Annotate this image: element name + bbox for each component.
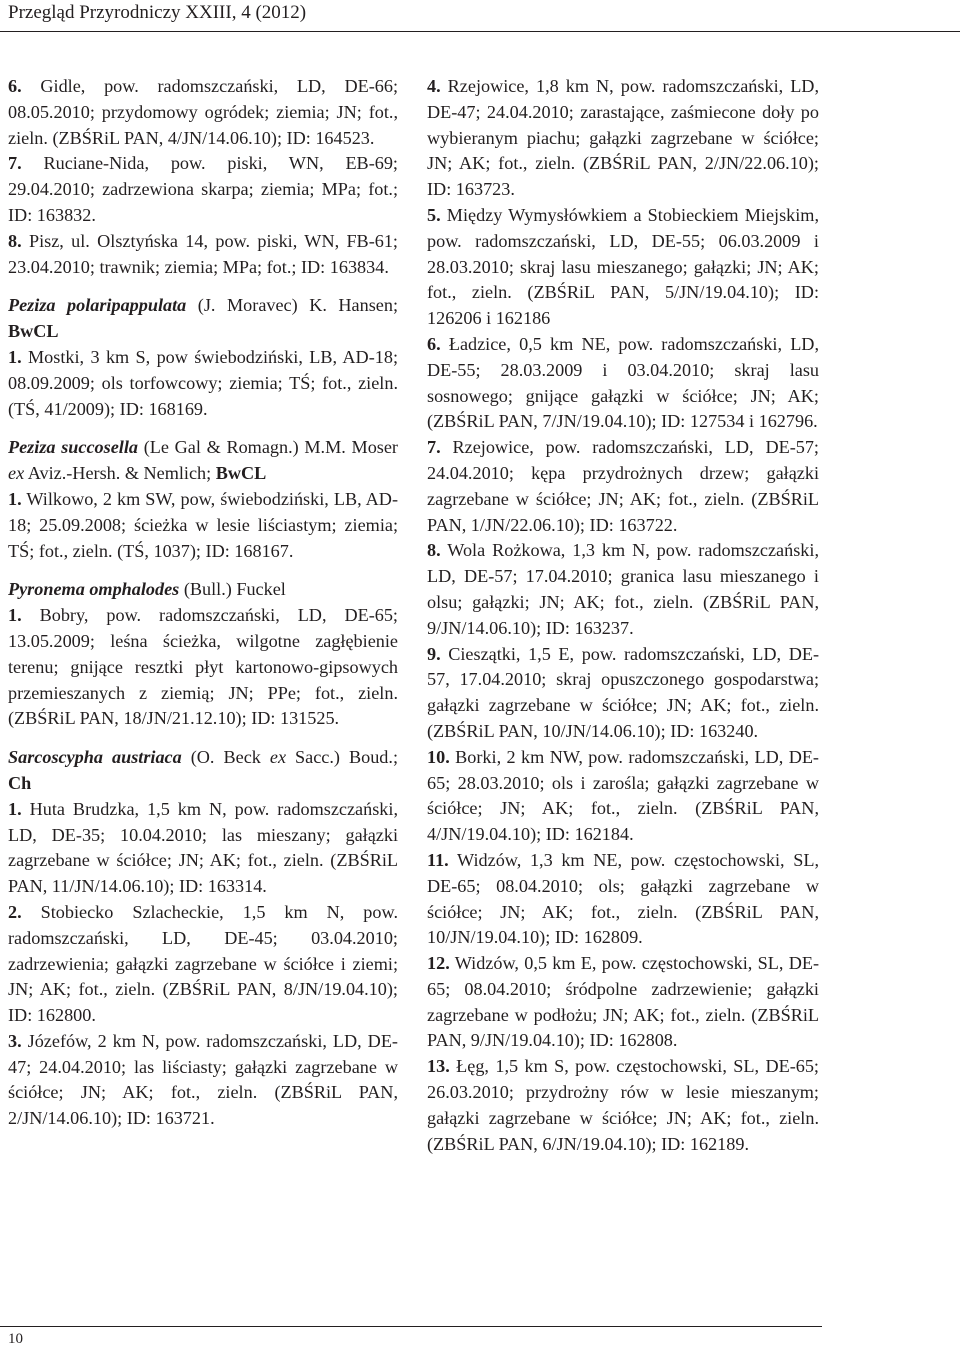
species-ex: ex	[269, 747, 287, 768]
record-text: Ruciane-Nida, pow. piski, WN, EB-69; 29.04.2010; zadrzewiona skarpa; ziemia; MPa; fot.; ID: 163832.	[8, 153, 398, 225]
spacer	[8, 280, 398, 293]
record-text: Borki, 2 km NW, pow. radomszczański, LD, DE-65; 28.03.2010; ols i zarośla; gałązki zagrzebane w ściółce; JN; AK; fot., zieln. (ZBŚRiL PAN, 4/JN/19.04.10); ID: 162184.	[427, 746, 819, 845]
species-heading	[8, 577, 398, 603]
record-entry	[8, 603, 398, 732]
running-header: Przegląd Przyrodniczy XXIII, 4 (2012)	[8, 2, 307, 23]
record-number: 1.	[8, 605, 22, 626]
record-entry	[427, 848, 819, 951]
species-tag: Ch	[8, 772, 32, 793]
record-entry	[427, 332, 819, 435]
record-entry	[8, 74, 398, 151]
record-text: Widzów, 1,3 km NE, pow. częstochowski, SL, DE-65; 08.04.2010; ols; gałązki zagrzebane w ściółce; JN; AK; fot., zieln. (ZBŚRiL PAN, 10/JN/19.04.10); ID: 162809.	[427, 849, 819, 948]
record-text: Ładzice, 0,5 km NE, pow. radomszczański, LD, DE-55; 28.03.2009 i 03.04.2010; skraj lasu sosnowego; gnijące gałązki w ściółce; JN; AK; (ZBŚRiL PAN, 7/JN/19.04.10); ID: 127534 i 162796.	[427, 333, 819, 432]
record-entry	[427, 642, 819, 745]
spacer	[8, 422, 398, 435]
record-text: Bobry, pow. radomszczański, LD, DE-65; 13.05.2009; leśna ścieżka, wilgotne zagłębienie terenu; gnijące resztki płyt kartonowo-gipsowych przemieszanych z ziemią; JN; PPe; fot., zieln. (ZBŚRiL PAN, 18/JN/21.12.10); ID: 131525.	[8, 605, 398, 729]
record-number: 8.	[427, 540, 441, 561]
record-entry	[427, 538, 819, 641]
record-entry	[8, 229, 398, 281]
record-text: Wola Rożkowa, 1,3 km N, pow. radomszczański, LD, DE-57; 17.04.2010; granica lasu mieszanego i olsu; gałązki; JN; AK; fot., zieln. (ZBŚRiL PAN, 9/JN/14.06.10); ID: 163237.	[427, 540, 819, 638]
record-text: Huta Brudzka, 1,5 km N, pow. radomszczański, LD, DE-35; 10.04.2010; las mieszany; gałązki zagrzebane w ściółce; JN; AK; fot., zieln. (ZBŚRiL PAN, 11/JN/14.06.10); ID: 163314.	[8, 798, 398, 897]
record-number: 8.	[8, 230, 22, 251]
species-author: Sacc.) Boud.;	[286, 747, 399, 768]
left-column	[8, 74, 398, 1132]
record-number: 4.	[427, 76, 441, 96]
record-entry	[427, 951, 819, 1054]
species-author: (Bull.) Fuckel	[179, 579, 286, 600]
record-number: 9.	[427, 643, 441, 664]
record-entry	[427, 745, 819, 848]
record-text: Cieszątki, 1,5 E, pow. radomszczański, LD, DE-57, 17.04.2010; skraj opuszczonego gospodarstwa; gałązki zagrzebane w ściółce; JN; AK; fot., zieln. (ZBŚRiL PAN, 10/JN/14.06.10); ID: 163240.	[427, 643, 819, 741]
species-author: (O. Beck	[181, 747, 270, 768]
species-name: Sarcoscypha austriaca	[8, 747, 182, 768]
record-text: Józefów, 2 km N, pow. radomszczański, LD, DE-47; 24.04.2010; las liściasty; gałązki zagrzebane w ściółce; JN; AK; fot., zieln. (ZBŚRiL PAN, 2/JN/14.06.10); ID: 163721.	[8, 1030, 398, 1129]
record-number: 5.	[427, 204, 441, 225]
footer-rule	[0, 1326, 822, 1327]
right-column	[427, 74, 819, 1157]
species-name: Peziza polaripappulata	[8, 295, 187, 316]
record-entry	[427, 1054, 819, 1157]
record-number: 13.	[427, 1056, 450, 1077]
record-number: 1.	[8, 798, 22, 819]
record-text: Wilkowo, 2 km SW, pow, świebodziński, LB, AD-18; 25.09.2008; ścieżka w lesie liściastym; ziemia; TŚ; fot., zieln. (TŚ, 1037); ID: 168167.	[8, 488, 398, 561]
record-number: 3.	[8, 1030, 22, 1051]
spacer	[8, 732, 398, 745]
record-text: Widzów, 0,5 km E, pow. częstochowski, SL, DE-65; 08.04.2010; śródpolne zadrzewienie; gałązki zagrzebane w podłożu; JN; AK; fot., zieln. (ZBŚRiL PAN, 9/JN/19.04.10); ID: 162808.	[427, 953, 819, 1051]
record-number: 6.	[427, 333, 441, 354]
record-number: 6.	[8, 76, 22, 96]
species-heading	[8, 435, 398, 487]
record-entry	[8, 1029, 398, 1132]
record-number: 7.	[8, 153, 22, 174]
record-text: Pisz, ul. Olsztyńska 14, pow. piski, WN, FB-61; 23.04.2010; trawnik; ziemia; MPa; fot.; ID: 163834.	[8, 230, 398, 277]
species-name: Peziza succosella	[8, 437, 138, 458]
record-number: 1.	[8, 346, 22, 367]
record-text: Między Wymysłówkiem a Stobieckiem Miejskim, pow. radomszczański, LD, DE-55; 06.03.2009 i 28.03.2010; skraj lasu mieszanego; gałązki; JN; AK; fot., zieln. (ZBŚRiL PAN, 5/JN/19.04.10); ID: 126206 i 162186	[427, 204, 819, 329]
record-number: 11.	[427, 849, 449, 870]
record-number: 10.	[427, 746, 450, 767]
record-number: 2.	[8, 901, 22, 922]
spacer	[8, 564, 398, 577]
species-author: (J. Moravec) K. Hansen;	[186, 295, 399, 316]
species-author: Aviz.-Hersh. & Nemlich;	[24, 463, 216, 484]
record-number: 7.	[427, 437, 441, 458]
record-text: Łęg, 1,5 km S, pow. częstochowski, SL, DE-65; 26.03.2010; przydrożny rów w lesie mieszanym; gałązki zagrzebane w ściółce; JN; AK; fot., zieln. (ZBŚRiL PAN, 6/JN/19.04.10); ID: 162189.	[427, 1056, 819, 1154]
species-tag: BwCL	[8, 321, 59, 342]
record-entry	[8, 487, 398, 564]
record-text: Gidle, pow. radomszczański, LD, DE-66; 08.05.2010; przydomowy ogródek; ziemia; JN; fot., zieln. (ZBŚRiL PAN, 4/JN/14.06.10); ID: 164523.	[8, 76, 398, 148]
record-entry	[8, 797, 398, 900]
record-entry	[8, 345, 398, 422]
record-entry	[427, 435, 819, 538]
species-name: Pyronema omphalodes	[8, 579, 180, 600]
record-text: Rzejowice, pow. radomszczański, LD, DE-57; 24.04.2010; kępa przydrożnych drzew; gałązki zagrzebane w ściółce; JN; AK; fot., zieln. (ZBŚRiL PAN, 1/JN/22.06.10); ID: 163722.	[427, 437, 819, 535]
species-ex: ex	[8, 463, 25, 484]
record-text: Rzejowice, 1,8 km N, pow. radomszczański, LD, DE-47; 24.04.2010; zarastające, zaśmiecone doły po wybieranym piachu; gałązki zagrzebane w ściółce; JN; AK; fot., zieln. (ZBŚRiL PAN, 2/JN/22.06.10); ID: 163723.	[427, 76, 819, 200]
record-entry	[8, 151, 398, 228]
record-entry	[8, 900, 398, 1029]
record-number: 12.	[427, 953, 450, 974]
record-entry	[427, 74, 819, 203]
header-rule	[0, 31, 960, 32]
page-number: 10	[8, 1331, 23, 1347]
record-number: 1.	[8, 488, 22, 509]
record-text: Mostki, 3 km S, pow świebodziński, LB, AD-18; 08.09.2009; ols torfowcowy; ziemia; TŚ; fot., zieln. (TŚ, 41/2009); ID: 168169.	[8, 346, 398, 419]
species-heading	[8, 293, 398, 345]
species-tag: BwCL	[215, 463, 267, 484]
species-author: (Le Gal & Romagn.) M.M. Moser	[137, 437, 398, 458]
record-entry	[427, 203, 819, 332]
species-heading	[8, 745, 398, 797]
record-text: Stobiecko Szlacheckie, 1,5 km N, pow. radomszczański, LD, DE-45; 03.04.2010; zadrzewienia; gałązki zagrzebane w ściółce i ziemi; JN; AK; fot., zieln. (ZBŚRiL PAN, 8/JN/19.04.10); ID: 162800.	[8, 901, 398, 1026]
